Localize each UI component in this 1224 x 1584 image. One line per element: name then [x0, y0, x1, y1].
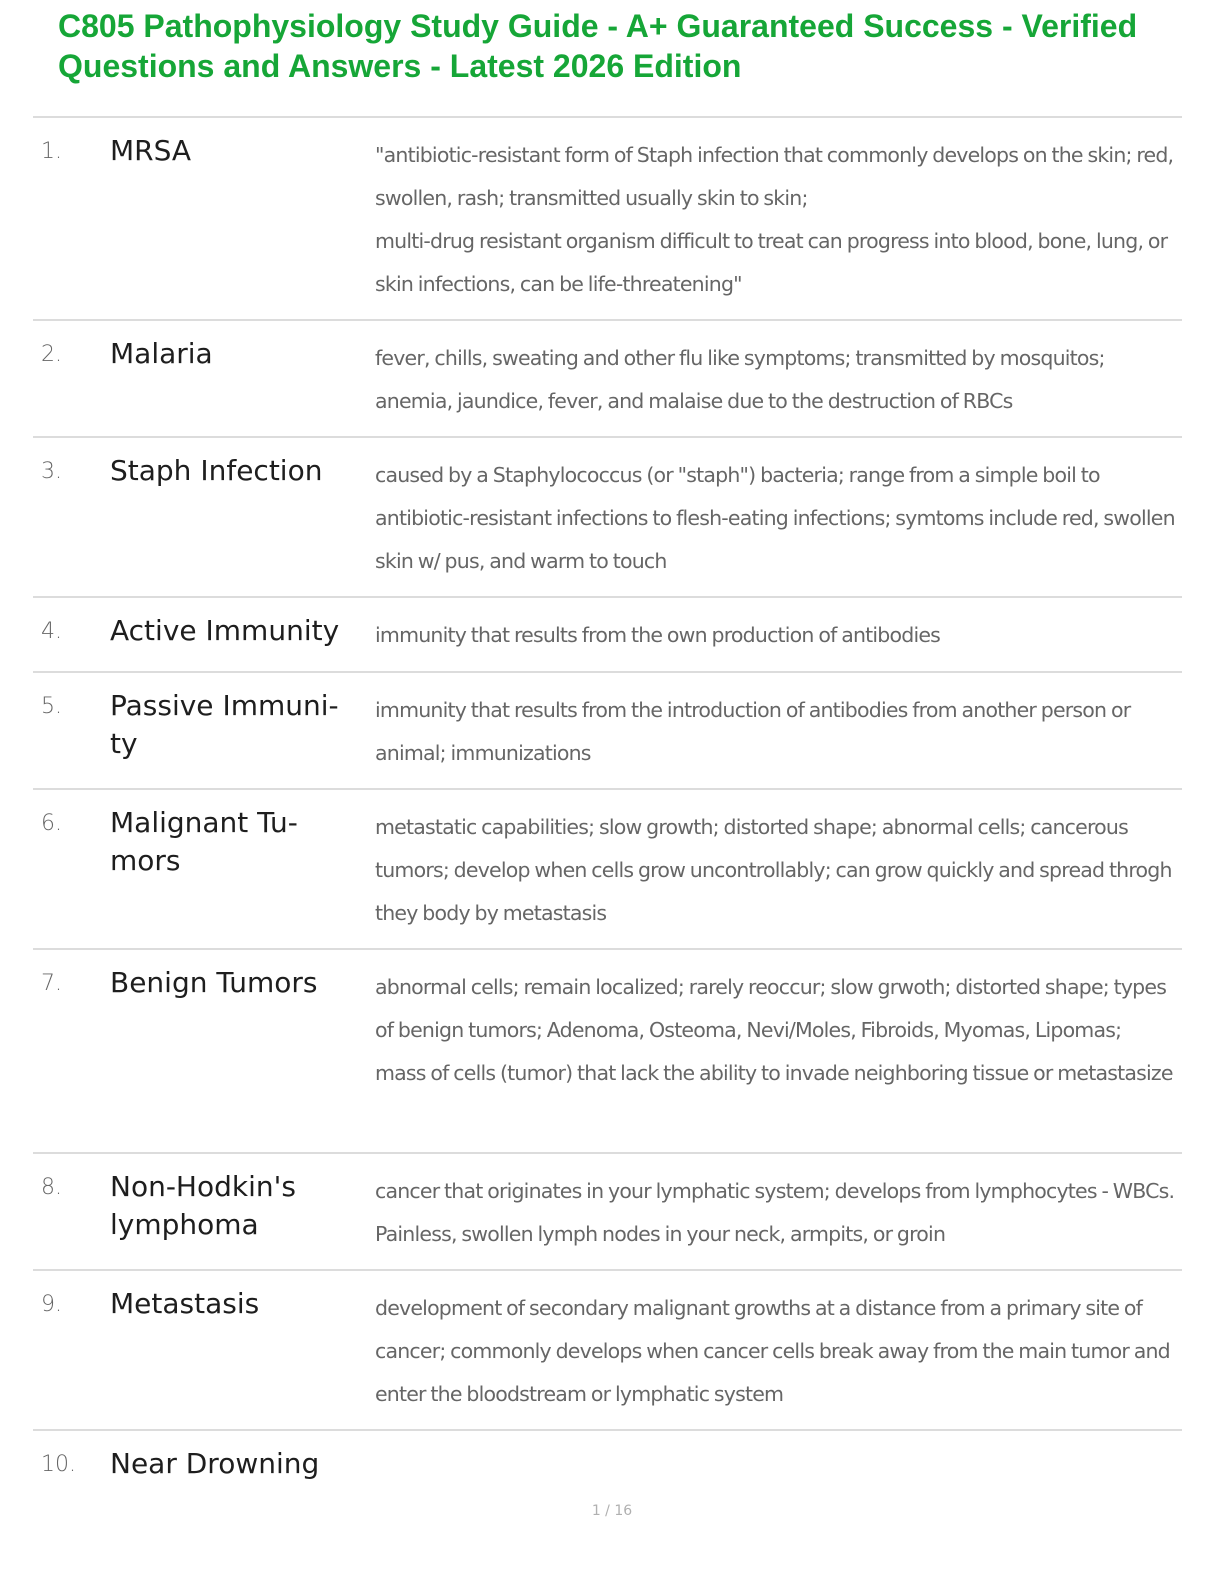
table-row: [33, 1154, 1182, 1271]
row-definition: abnormal cells; remain localized; rarely reoccur; slow grwoth; distorted shape; types of benign tumors; Adenoma, Osteoma, Nevi/Moles, Fibroids, Myomas, Lipomas; mass of cells (tumor) that lack the ability to invade neighboring tissue or metastasize: [375, 975, 1173, 1085]
row-term: Near Drowning: [110, 1447, 320, 1480]
page-indicator: 1 / 16: [591, 1503, 633, 1519]
row-number: 6.: [41, 811, 62, 836]
document-title: C805 Pathophysiology Study Guide - A+ Guaranteed Success - Verified Questions and Answers - Latest 2026 Edition: [58, 8, 1138, 84]
table-row: [33, 321, 1182, 438]
table-row: [33, 1431, 1182, 1501]
row-definition: caused by a Staphylococcus (or "staph") bacteria; range from a simple boil to antibiotic-resistant infections to flesh-eating infections; symtoms include red, swollen skin w/ pus, and warm to touch: [375, 463, 1175, 573]
row-term: Active Immunity: [110, 614, 340, 647]
row-definition: fever, chills, sweating and other flu like symptoms; transmitted by mosquitos; anemia, jaundice, fever, and malaise due to the destruction of RBCs: [375, 346, 1105, 413]
row-number: 4.: [41, 619, 62, 644]
row-definition: development of secondary malignant growths at a distance from a primary site of cancer; commonly develops when cancer cells break away from the main tumor and enter the bloodstream or lymphatic system: [375, 1296, 1170, 1406]
row-number: 7.: [41, 971, 62, 996]
row-number: 2.: [41, 342, 62, 367]
row-number: 1.: [41, 139, 62, 164]
row-definition: "antibiotic-resistant form of Staph infection that commonly develops on the skin; red, swollen, rash; transmitted usually skin to skin; multi-drug resistant organism difficult to treat can progress into blood, bone, lung, or skin infections, can be life-threatening": [375, 143, 1174, 296]
row-definition: immunity that results from the introduction of antibodies from another person or animal; immunizations: [375, 698, 1131, 765]
table-row: [33, 950, 1182, 1154]
table-row: [33, 438, 1182, 598]
row-number: 8.: [41, 1175, 62, 1200]
row-number: 10.: [41, 1452, 76, 1477]
row-term: MRSA: [110, 134, 192, 167]
flashcard-table: [33, 116, 1182, 1501]
row-definition: metastatic capabilities; slow growth; distorted shape; abnormal cells; cancerous tumors; develop when cells grow uncontrollably; can grow quickly and spread throgh they body by metastasis: [375, 815, 1172, 925]
table-row: [33, 598, 1182, 673]
row-definition: cancer that originates in your lymphatic system; develops from lymphocytes - WBCs. Painless, swollen lymph nodes in your neck, armpits, or groin: [375, 1179, 1175, 1246]
row-definition: immunity that results from the own production of antibodies: [375, 623, 941, 647]
row-term: Metastasis: [110, 1287, 260, 1320]
table-row: [33, 790, 1182, 950]
row-term: Passive Immuni-ty: [110, 689, 339, 760]
row-term: Staph Infection: [110, 454, 323, 487]
row-number: 3.: [41, 459, 62, 484]
row-term: Non-Hodkin's lymphoma: [110, 1170, 296, 1241]
row-term: Malignant Tu-mors: [110, 806, 298, 877]
row-number: 5.: [41, 694, 62, 719]
row-number: 9.: [41, 1292, 62, 1317]
table-row: [33, 673, 1182, 790]
table-row: [33, 118, 1182, 321]
table-row: [33, 1271, 1182, 1431]
row-term: Benign Tumors: [110, 966, 318, 999]
row-term: Malaria: [110, 337, 213, 370]
